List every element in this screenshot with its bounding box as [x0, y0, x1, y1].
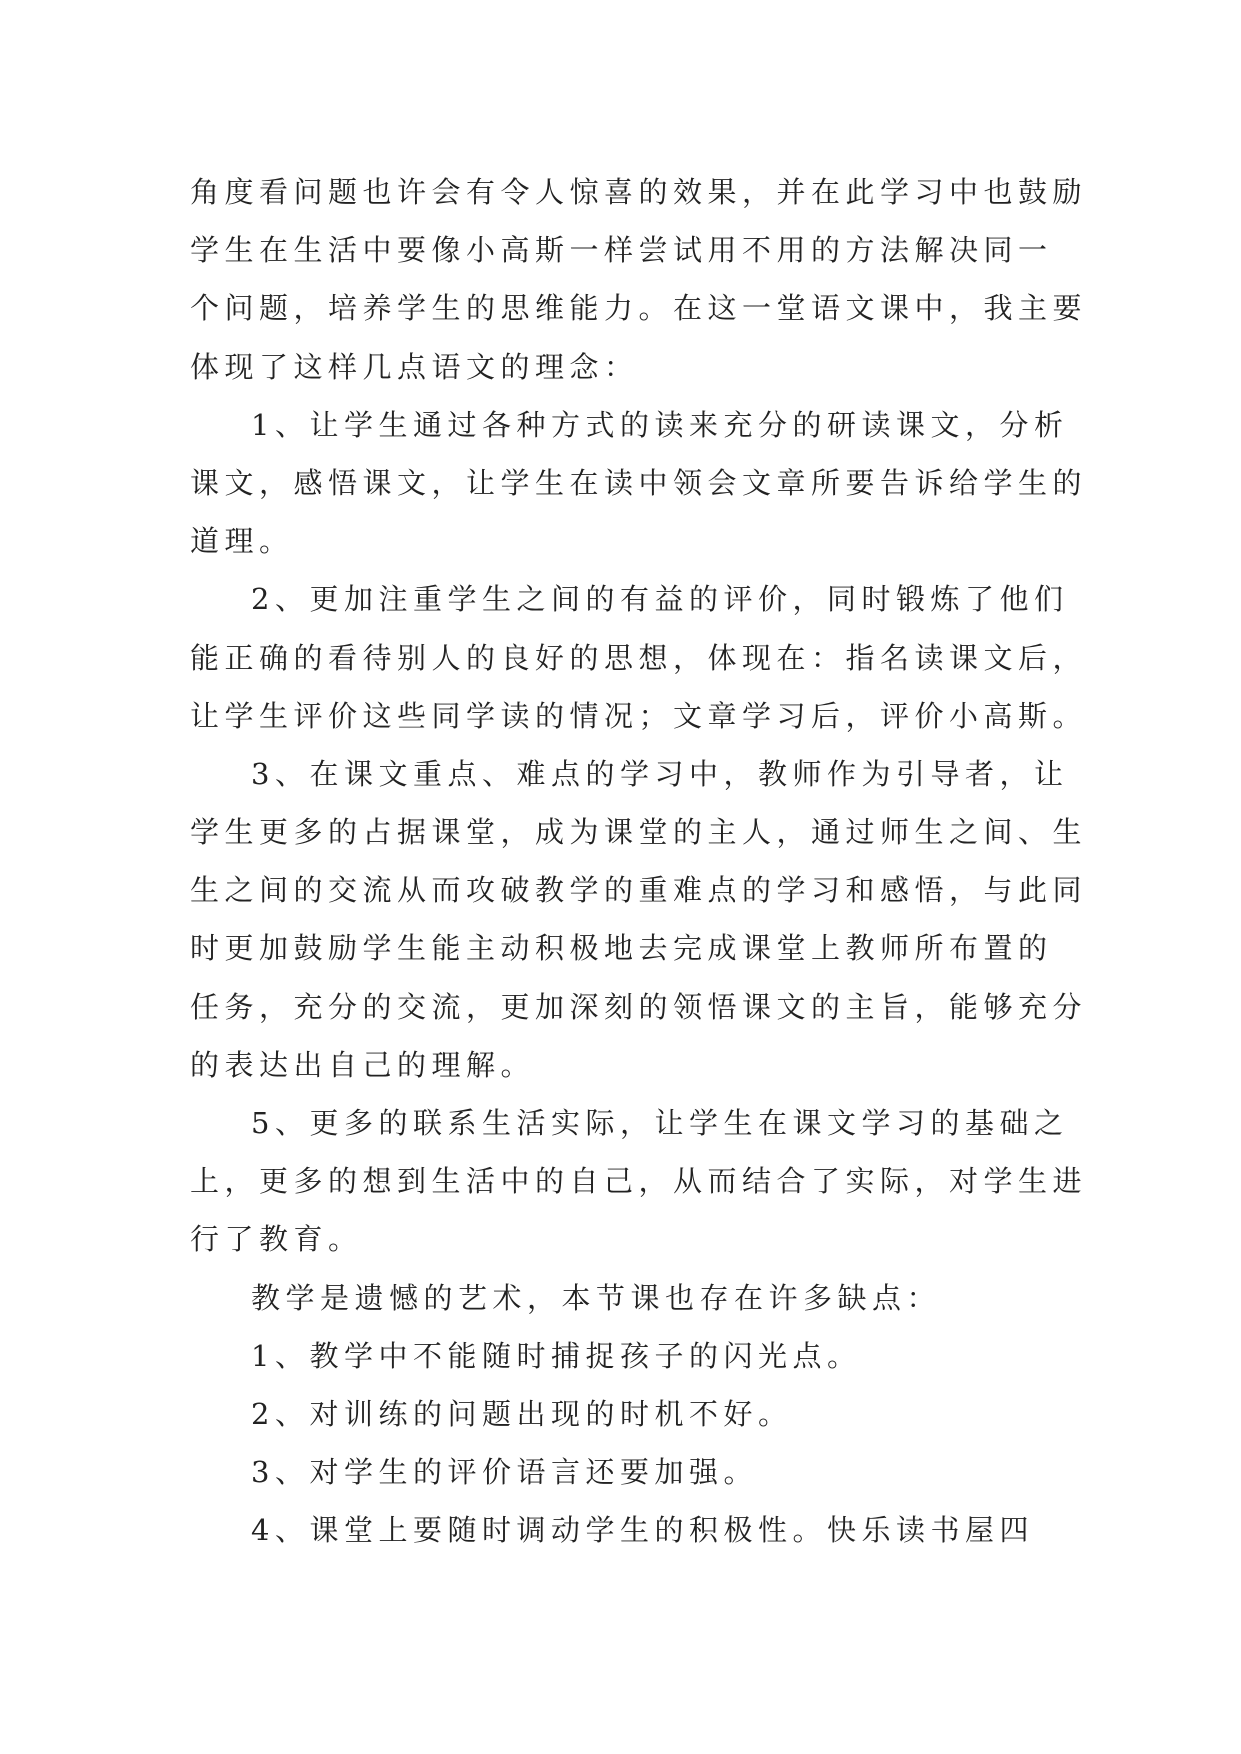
- text-line: 4、课堂上要随时调动学生的积极性。快乐读书屋四: [251, 1513, 1034, 1548]
- document-body: [190, 163, 1088, 1560]
- text-line: 学生在生活中要像小高斯一样尝试用不用的方法解决同一: [190, 233, 1053, 268]
- text-line: 个问题，培养学生的思维能力。在这一堂语文课中，我主要: [190, 291, 1088, 326]
- text-line: 3、在课文重点、难点的学习中，教师作为引导者，让: [251, 756, 1069, 791]
- text-line: 让学生评价这些同学读的情况；文章学习后，评价小高斯。: [190, 698, 1088, 733]
- text-line: 1、教学中不能随时捕捉孩子的闪光点。: [251, 1338, 862, 1373]
- text-line: 道理。: [190, 524, 294, 559]
- text-line: 教学是遗憾的艺术，本节课也存在许多缺点：: [251, 1280, 942, 1315]
- text-line: 任务，充分的交流，更加深刻的领悟课文的主旨，能够充分: [190, 989, 1088, 1024]
- text-line: 学生更多的占据课堂，成为课堂的主人，通过师生之间、生: [190, 815, 1088, 850]
- text-line: 的表达出自己的理解。: [190, 1047, 536, 1082]
- text-line: 时更加鼓励学生能主动积极地去完成课堂上教师所布置的: [190, 931, 1053, 966]
- text-line: 行了教育。: [190, 1222, 363, 1257]
- text-line: 5、更多的联系生活实际，让学生在课文学习的基础之: [251, 1106, 1069, 1140]
- text-line: 3、对学生的评价语言还要加强。: [251, 1455, 758, 1490]
- text-line: 2、对训练的问题出现的时机不好。: [251, 1396, 793, 1431]
- text-line: 2、更加注重学生之间的有益的评价，同时锻炼了他们: [251, 582, 1069, 617]
- text-line: 上，更多的想到生活中的自己，从而结合了实际，对学生进: [190, 1164, 1088, 1199]
- text-line: 角度看问题也许会有令人惊喜的效果，并在此学习中也鼓励: [190, 175, 1088, 209]
- text-line: 能正确的看待别人的良好的思想，体现在：指名读课文后，: [190, 640, 1088, 675]
- text-line: 1、让学生通过各种方式的读来充分的研读课文，分析: [251, 407, 1069, 442]
- text-line: 生之间的交流从而攻破教学的重难点的学习和感悟，与此同: [190, 873, 1088, 908]
- text-line: 体现了这样几点语文的理念：: [190, 349, 639, 384]
- text-line: 课文，感悟课文，让学生在读中领会文章所要告诉给学生的: [190, 465, 1088, 500]
